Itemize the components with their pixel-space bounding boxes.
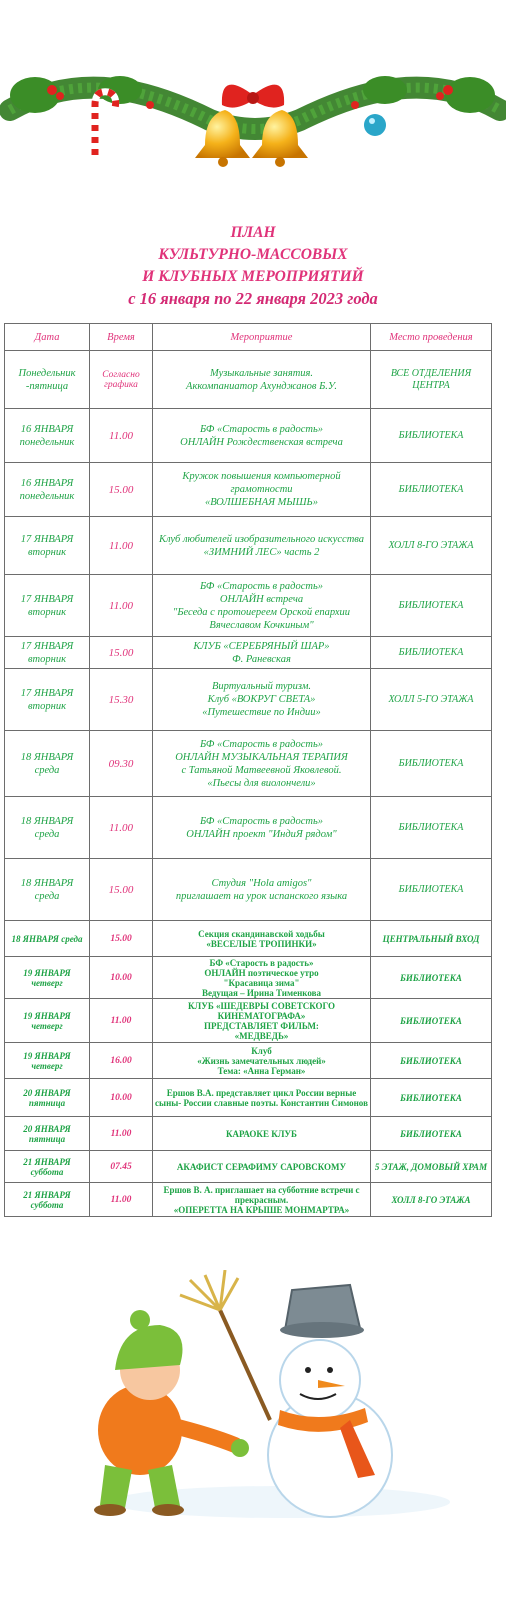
row-place: ХОЛЛ 8-ГО ЭТАЖА: [371, 517, 492, 575]
table-row: [5, 797, 492, 859]
row-time: 11.00: [90, 1117, 153, 1151]
christmas-garland-icon: [0, 50, 506, 175]
row-place: БИБЛИОТЕКА: [371, 731, 492, 797]
row-place: ХОЛЛ 5-ГО ЭТАЖА: [371, 669, 492, 731]
row-place: БИБЛИОТЕКА: [371, 575, 492, 637]
title-line-3: И КЛУБНЫХ МЕРОПРИЯТИЙ: [142, 268, 364, 285]
row-place: БИБЛИОТЕКА: [371, 859, 492, 921]
child-and-snowman-icon: [60, 1270, 460, 1520]
row-event: БФ «Старость в радость» ОНЛАЙН Рождественская встреча: [153, 409, 371, 463]
table-row: [5, 1079, 492, 1117]
row-date: 20 ЯНВАРЯ пятница: [5, 1117, 90, 1151]
row-time: 16.00: [90, 1043, 153, 1079]
row-time: 15.00: [90, 859, 153, 921]
row-time: 11.00: [90, 999, 153, 1043]
row-time: 11.00: [90, 797, 153, 859]
row-event: БФ «Старость в радость» ОНЛАЙН проект "ИндиЯ рядом": [153, 797, 371, 859]
row-date: 17 ЯНВАРЯ вторник: [5, 637, 90, 669]
row-date: 19 ЯНВАРЯ четверг: [5, 1043, 90, 1079]
row-event: БФ «Старость в радость» ОНЛАЙН встреча "Беседа с протоиереем Орской епархии Вячеславом Кочкиным": [153, 575, 371, 637]
row-place: БИБЛИОТЕКА: [371, 1079, 492, 1117]
row-place: БИБЛИОТЕКА: [371, 797, 492, 859]
table-row: [5, 517, 492, 575]
header-time: Время: [90, 324, 153, 351]
table-row: [5, 921, 492, 957]
header-date: Дата: [5, 324, 90, 351]
row-time: 15.00: [90, 463, 153, 517]
row-time: 09.30: [90, 731, 153, 797]
row-place: ЦЕНТРАЛЬНЫЙ ВХОД: [371, 921, 492, 957]
table-row: [5, 669, 492, 731]
schedule-table: [4, 323, 492, 1217]
row-date: 16 ЯНВАРЯ понедельник: [5, 463, 90, 517]
row-date: 17 ЯНВАРЯ вторник: [5, 669, 90, 731]
row-date: 18 ЯНВАРЯ среда: [5, 859, 90, 921]
row-event: КЛУБ «СЕРЕБРЯНЫЙ ШАР» Ф. Раневская: [153, 637, 371, 669]
row-time: 15.00: [90, 921, 153, 957]
row-event: КАРАОКЕ КЛУБ: [153, 1117, 371, 1151]
header-event: Мероприятие: [153, 324, 371, 351]
row-time: 11.00: [90, 409, 153, 463]
row-time: 11.00: [90, 1183, 153, 1217]
row-place: БИБЛИОТЕКА: [371, 409, 492, 463]
row-event: Клуб «Жизнь замечательных людей» Тема: «Анна Герман»: [153, 1043, 371, 1079]
row-event: Кружок повышения компьютерной грамотности «ВОЛШЕБНАЯ МЫШЬ»: [153, 463, 371, 517]
row-event: Музыкальные занятия. Аккомпаниатор Ахунджанов Б.У.: [153, 351, 371, 409]
table-row: [5, 1117, 492, 1151]
row-event: КЛУБ «ШЕДЕВРЫ СОВЕТСКОГО КИНЕМАТОГРАФА» ПРЕДСТАВЛЯЕТ ФИЛЬМ: «МЕДВЕДЬ»: [153, 999, 371, 1043]
table-header-row: [5, 324, 492, 351]
row-time: 11.00: [90, 575, 153, 637]
table-row: [5, 637, 492, 669]
row-date: 19 ЯНВАРЯ четверг: [5, 957, 90, 999]
plan-title: [0, 222, 506, 310]
title-line-2: КУЛЬТУРНО-МАССОВЫХ: [158, 246, 348, 263]
title-date-range: с 16 января по 22 января 2023 года: [128, 289, 378, 308]
row-time: 11.00: [90, 517, 153, 575]
row-place: БИБЛИОТЕКА: [371, 463, 492, 517]
row-time: 10.00: [90, 957, 153, 999]
table-row: [5, 1151, 492, 1183]
row-time: 15.00: [90, 637, 153, 669]
row-date: 17 ЯНВАРЯ вторник: [5, 575, 90, 637]
schedule-rows: [5, 351, 492, 1217]
row-event: Клуб любителей изобразительного искусства «ЗИМНИЙ ЛЕС» часть 2: [153, 517, 371, 575]
row-date: 17 ЯНВАРЯ вторник: [5, 517, 90, 575]
row-place: 5 ЭТАЖ, ДОМОВЫЙ ХРАМ: [371, 1151, 492, 1183]
row-event: Студия "Hola amigos" приглашает на урок испанского языка: [153, 859, 371, 921]
row-date: 18 ЯНВАРЯ среда: [5, 731, 90, 797]
row-event: БФ «Старость в радость» ОНЛАЙН поэтическое утро "Красавица зима" Ведущая – Ирина Тименкова: [153, 957, 371, 999]
title-line-1: ПЛАН: [230, 224, 276, 241]
row-date: 18 ЯНВАРЯ среда: [5, 921, 90, 957]
row-event: Секция скандинавской ходьбы «ВЕСЕЛЫЕ ТРОПИНКИ»: [153, 921, 371, 957]
row-place: БИБЛИОТЕКА: [371, 637, 492, 669]
row-time: 15.30: [90, 669, 153, 731]
table-row: [5, 575, 492, 637]
row-time: Согласно графика: [90, 351, 153, 409]
row-date: 21 ЯНВАРЯ суббота: [5, 1151, 90, 1183]
row-place: БИБЛИОТЕКА: [371, 1043, 492, 1079]
table-row: [5, 409, 492, 463]
row-event: АКАФИСТ СЕРАФИМУ САРОВСКОМУ: [153, 1151, 371, 1183]
table-row: [5, 859, 492, 921]
row-date: 21 ЯНВАРЯ суббота: [5, 1183, 90, 1217]
row-date: 20 ЯНВАРЯ пятница: [5, 1079, 90, 1117]
row-event: Ершов В.А. представляет цикл России верные сыны- России славные поэты. Константин Симонов: [153, 1079, 371, 1117]
row-time: 10.00: [90, 1079, 153, 1117]
table-row: [5, 351, 492, 409]
row-date: Понедельник -пятница: [5, 351, 90, 409]
table-row: [5, 1183, 492, 1217]
row-date: 16 ЯНВАРЯ понедельник: [5, 409, 90, 463]
row-date: 19 ЯНВАРЯ четверг: [5, 999, 90, 1043]
row-place: ХОЛЛ 8-ГО ЭТАЖА: [371, 1183, 492, 1217]
row-place: БИБЛИОТЕКА: [371, 957, 492, 999]
table-row: [5, 1043, 492, 1079]
table-row: [5, 731, 492, 797]
table-row: [5, 957, 492, 999]
row-event: Ершов В. А. приглашает на субботние встречи с прекрасным. «ОПЕРЕТТА НА КРЫШЕ МОНМАРТРА»: [153, 1183, 371, 1217]
table-row: [5, 463, 492, 517]
header-place: Место проведения: [371, 324, 492, 351]
row-place: БИБЛИОТЕКА: [371, 999, 492, 1043]
row-event: БФ «Старость в радость» ОНЛАЙН МУЗЫКАЛЬНАЯ ТЕРАПИЯ с Татьяной Матвеевной Яковлевой. «Пьесы для виолончели»: [153, 731, 371, 797]
row-time: 07.45: [90, 1151, 153, 1183]
row-date: 18 ЯНВАРЯ среда: [5, 797, 90, 859]
table-row: [5, 999, 492, 1043]
row-place: ВСЕ ОТДЕЛЕНИЯ ЦЕНТРА: [371, 351, 492, 409]
row-place: БИБЛИОТЕКА: [371, 1117, 492, 1151]
row-event: Виртуальный туризм. Клуб «ВОКРУГ СВЕТА» «Путешествие по Индии»: [153, 669, 371, 731]
